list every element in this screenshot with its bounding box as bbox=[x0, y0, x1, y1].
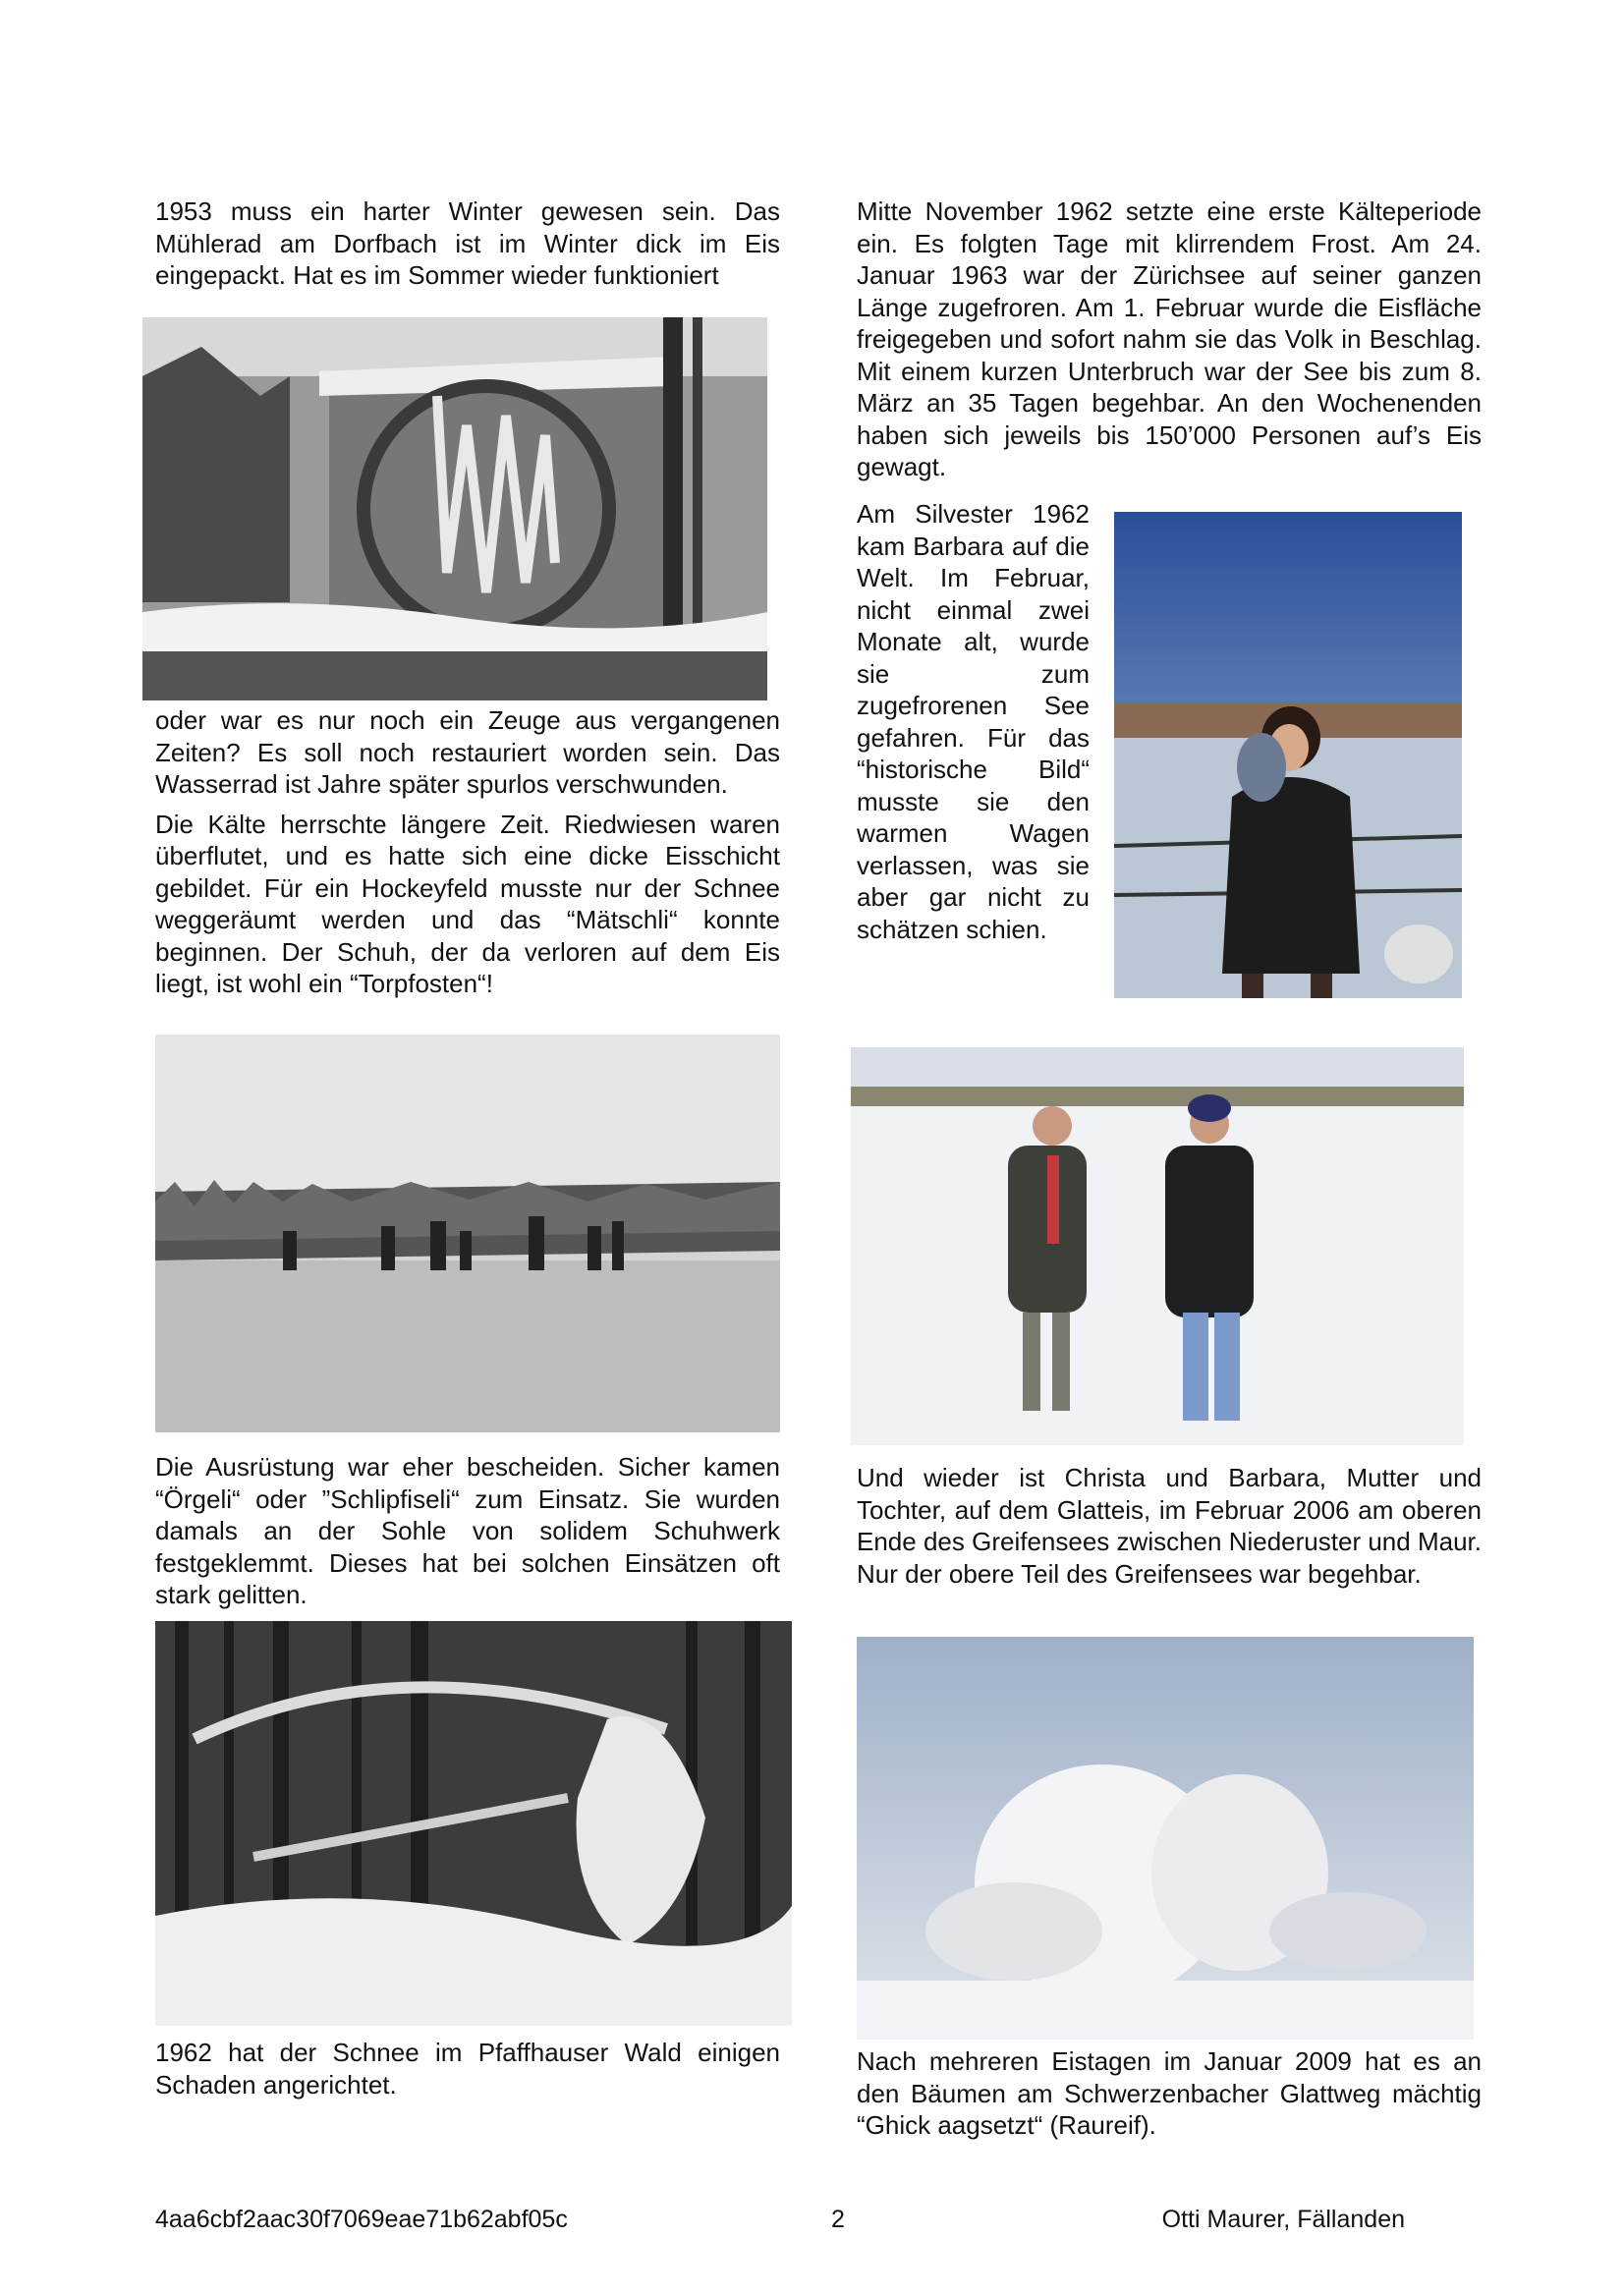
greifensee-text: Und wieder ist Christa und Barbara, Mutter und Tochter, auf dem Glatteis, im Februar 2006 am oberen Ende des Greifensees zwischen Niederuster und Maur. Nur der obere Teil des Greifensees war begehbar. bbox=[857, 1463, 1482, 1589]
page-number: 2 bbox=[831, 2206, 845, 2233]
hoarfrost-text: Nach mehreren Eistagen im Januar 2009 hat es an den Bäumen am Schwerzenbacher Glattweg mächtig “Ghick aagsetzt“ (Raureif). bbox=[857, 2046, 1482, 2140]
photo-hoarfrost-trees bbox=[857, 1637, 1474, 2040]
lake-frozen-text: Mitte November 1962 setzte eine erste Kälteperiode ein. Es folgten Tage mit klirrendem Frost. Am 24. Januar 1963 war der Zürichsee auf seiner ganzen Länge zugefroren. Am 1. Februar wurde die Eisfläche freigegeben und sofort nahm sie das Volk in Beschlag. Mit einem kurzen Unterbruch war der See bis zum 8. März an 35 Tagen begehbar. An den Wochenenden haben sich jeweils bis 150’000 Personen auf’s Eis gewagt. bbox=[857, 196, 1482, 481]
mill-text-continued: oder war es nur noch ein Zeuge aus vergangenen Zeiten? Es soll noch restauriert worden sein. Das Wasserrad ist Jahre später spurlos verschwunden. Die Kälte herrschte längere Zeit. Riedwiesen waren überflutet, und es hatte sich eine dicke Eisschicht gebildet. Für ein Hockeyfeld musste nur der Schnee weggeräumt werden und das “Mätschli“ konnte beginnen. Der Schuh, der da verloren auf dem Eis liegt, ist wohl ein “Torpfosten“! bbox=[155, 705, 780, 998]
barbara-birth-text: Am Silvester 1962 kam Barbara auf die Welt. Im Februar, nicht einmal zwei Monate alt, wurde sie zum zugefrorenen See gefahren. Für das “historische Bild“ musste sie den warmen Wagen verlassen, was sie aber gar nicht zu schätzen schien. bbox=[857, 499, 1090, 944]
mill-text-intro: 1953 muss ein harter Winter gewesen sein. Das Mühlerad am Dorfbach ist im Winter dick im Eis eingepackt. Hat es im Sommer wieder funktioniert bbox=[155, 196, 780, 290]
forest-text: 1962 hat der Schnee im Pfaffhauser Wald einigen Schaden angerichtet. bbox=[155, 2038, 780, 2099]
equipment-text: Die Ausrüstung war eher bescheiden. Sicher kamen “Örgeli“ oder ”Schlipfiseli“ zum Einsatz. Sie wurden damals an der Sohle von solidem Schuhwerk festgeklemmt. Dieses hat bei solchen Einsätzen oft stark gelitten. bbox=[155, 1452, 780, 1609]
photo-snowy-forest bbox=[155, 1621, 792, 2026]
photo-ice-hockey bbox=[155, 1035, 780, 1432]
document-id: 4aa6cbf2aac30f7069eae71b62abf05c bbox=[155, 2206, 568, 2233]
photo-mother-baby-lake bbox=[1114, 512, 1462, 998]
photo-frozen-mill-wheel bbox=[142, 317, 767, 700]
author-footer: Otti Maurer, Fällanden bbox=[1161, 2206, 1405, 2233]
photo-christa-barbara-ice bbox=[851, 1047, 1464, 1445]
